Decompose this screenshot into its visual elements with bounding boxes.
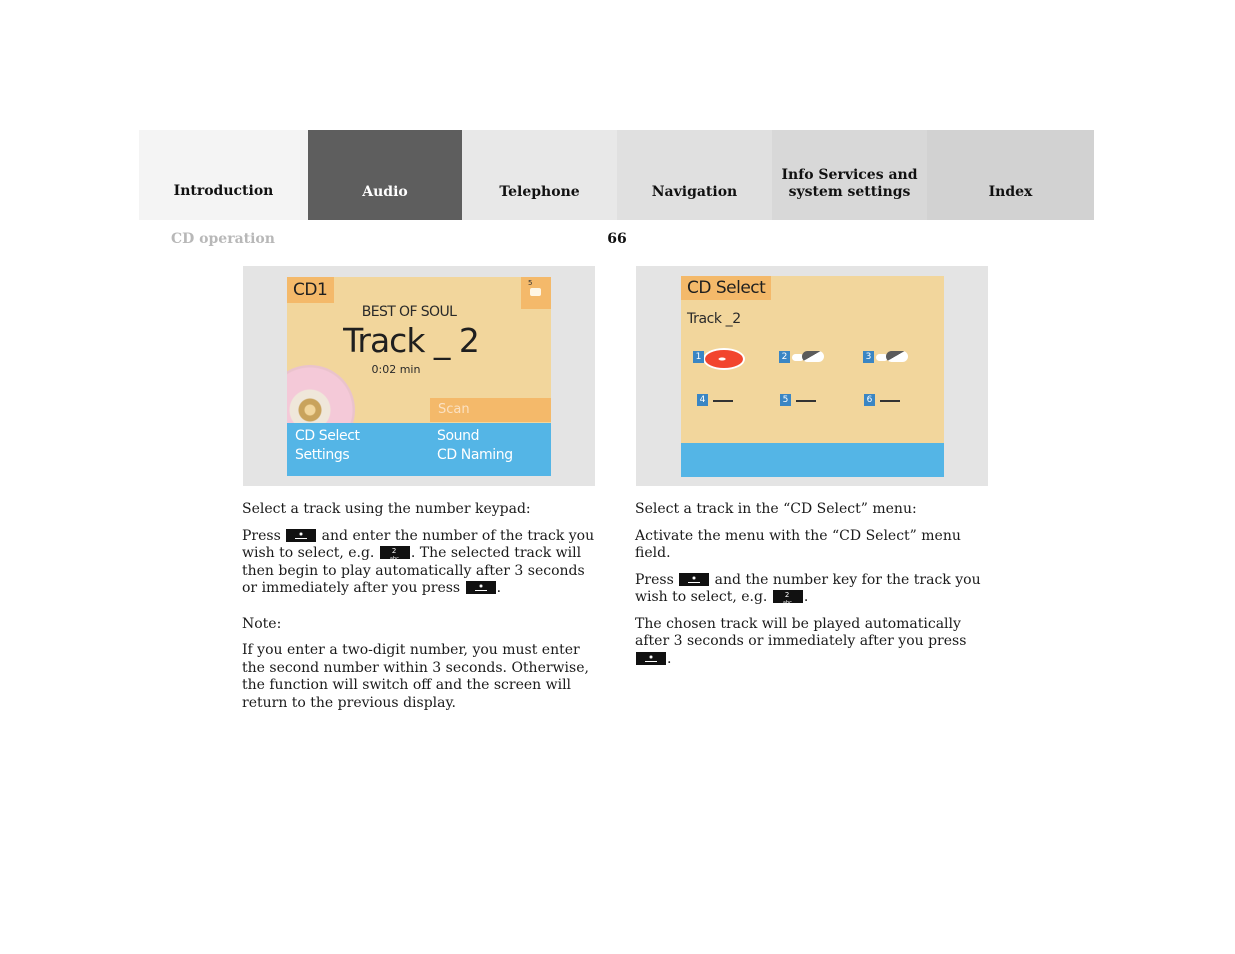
star-enter-key-icon [679,573,709,586]
press-instruction: Press and enter the number of the track you wish to select, e.g. 2 abc. The selected track will then begin to play automatically after 3 seconds or immediately after you press . [242,528,604,598]
menu-panel [681,443,944,477]
menu-settings: Settings [295,447,350,463]
tab-label: Introduction [173,183,274,199]
cd-select-display [681,276,944,477]
disc-slot-3 [863,348,911,372]
disc-slot-5 [780,391,820,415]
chapter-tab-bar [139,130,1094,220]
tab-navigation[interactable] [617,130,772,220]
instructions-right [635,501,995,677]
tab-info-services[interactable] [772,130,927,220]
cd-number-badge: CD1 [287,277,334,303]
chosen-text: The chosen track will be played automatically after 3 seconds or immediately after you press . [635,615,967,667]
menu-cd-select: CD Select [295,428,360,444]
track-time: 0:02 min [371,363,421,376]
cd-display [287,277,551,476]
track-title: Track _ 2 [343,321,479,360]
album-title: BEST OF SOUL [361,304,457,320]
intro-text: Select a track using the number keypad: [242,501,531,517]
scan-field [430,398,551,422]
note-heading: Note: [242,615,282,632]
track-title: Track _2 [687,311,741,327]
cd-select-badge: CD Select [681,276,771,300]
tab-audio[interactable] [308,130,462,220]
tab-telephone[interactable] [462,130,617,220]
disc-icon [876,351,908,363]
menu-sound: Sound [437,428,480,444]
slot-number: 6 [864,394,875,406]
slot-number: 2 [779,351,790,363]
star-enter-key-icon [466,581,496,594]
star-enter-key-icon [286,529,316,542]
slot-number: 5 [780,394,791,406]
instructions-left [242,501,604,721]
magazine-icon [530,288,541,296]
intro-text: Select a track in the “CD Select” menu: [635,501,917,517]
empty-slot-dash [796,400,816,402]
press-instruction: Press and the number key for the track you wish to select, e.g. 2 abc. [635,572,995,607]
section-title: CD operation [171,231,275,247]
tab-label: Index [988,184,1033,200]
tab-label: Info Services and system settings [781,167,918,200]
empty-slot-dash [713,400,733,402]
slot-number: 3 [863,351,874,363]
scan-label: Scan [438,402,470,417]
magazine-number: 5 [528,279,533,287]
number-2-abc-key-icon [380,546,410,559]
menu-panel [287,423,551,476]
disc-slot-4 [697,391,737,415]
tab-index[interactable] [927,130,1094,220]
tab-introduction[interactable] [139,130,308,220]
cd-disc-icon [703,348,745,370]
slot-number: 4 [697,394,708,406]
tab-label: Audio [362,184,408,200]
menu-cd-naming: CD Naming [437,447,513,463]
disc-slot-1 [693,348,749,372]
disc-slot-2 [779,348,827,372]
disc-icon [792,351,824,363]
screenshot-cd-main [243,266,595,486]
page-number: 66 [607,231,627,247]
tab-label: Navigation [651,184,738,200]
star-enter-key-icon [636,652,666,665]
disc-slot-6 [864,391,904,415]
note-body: If you enter a two-digit number, you must enter the second number within 3 seconds. Otherwise, the function will switch off and the screen will return to the previous display. [242,642,589,711]
tab-label: Telephone [499,184,580,200]
activate-text: Activate the menu with the “CD Select” menu field. [635,527,961,561]
slot-number: 1 [693,351,704,363]
empty-slot-dash [880,400,900,402]
number-2-abc-key-icon [773,590,803,603]
screenshot-cd-select [636,266,988,486]
